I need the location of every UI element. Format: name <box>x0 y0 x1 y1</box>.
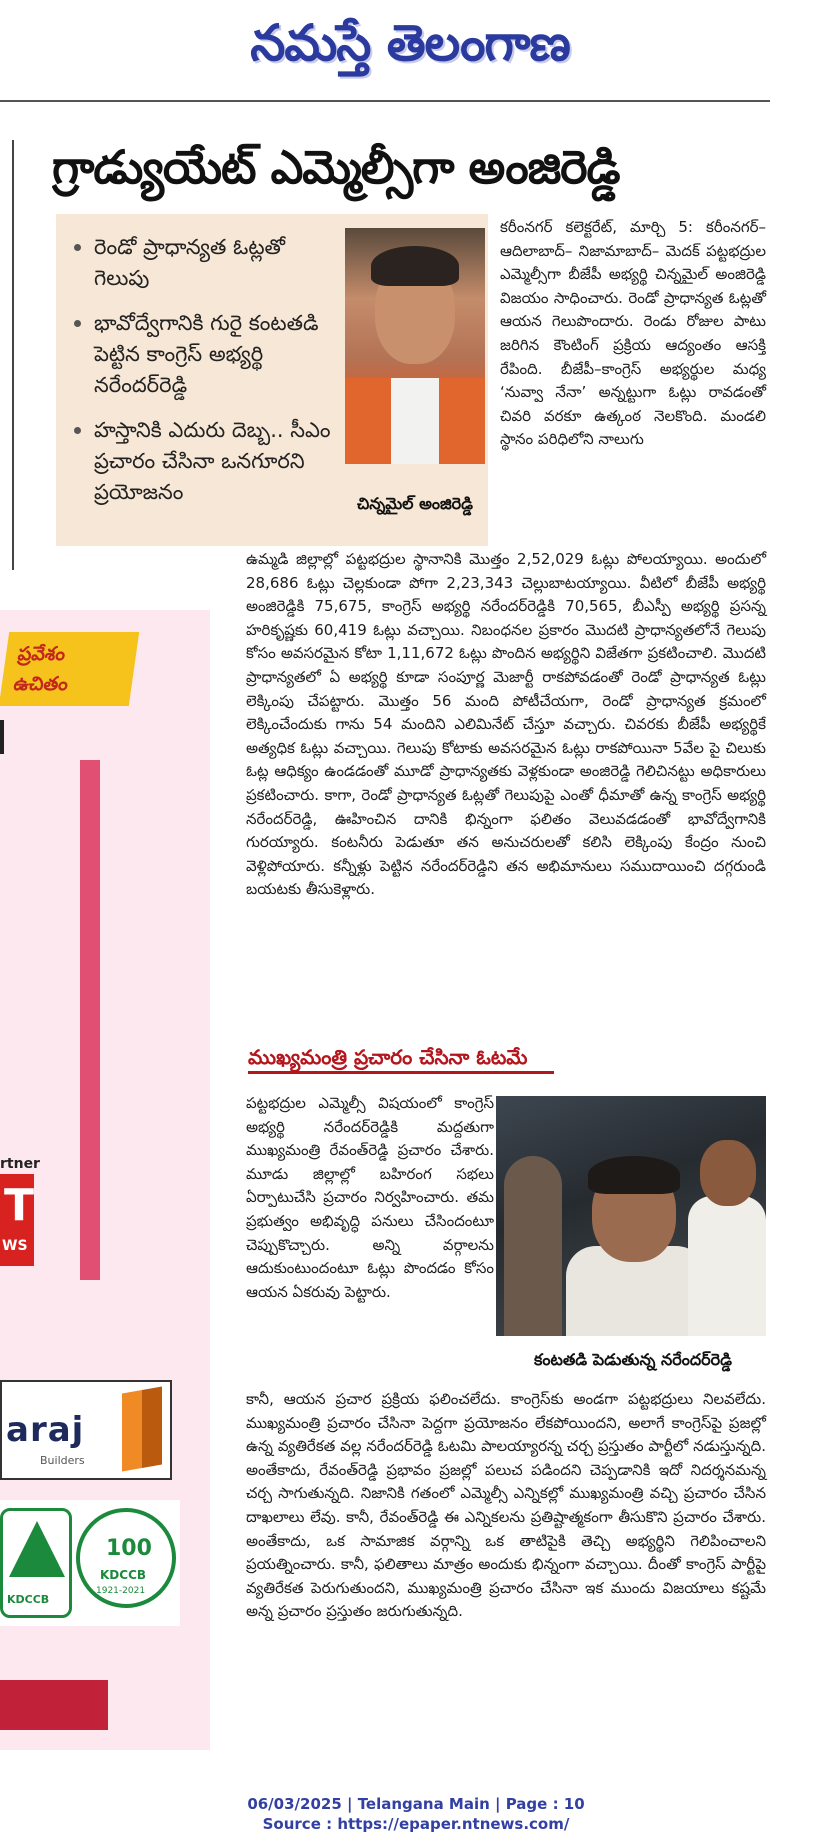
masthead-divider <box>0 100 770 102</box>
logo-sub: WS <box>2 1238 28 1254</box>
photo-person-hair <box>588 1156 680 1194</box>
kdccb-triangle-icon <box>9 1521 65 1577</box>
article-headline: గ్రాడ్యుయేట్ ఎమ్మెల్సీగా అంజిరెడ్డి <box>52 140 620 194</box>
kdccb-label: KDCCB <box>7 1593 50 1606</box>
kdccb-seal-label: KDCCB <box>100 1568 147 1582</box>
ad-color-bar <box>80 760 100 1280</box>
kdccb-years-range: 1921-2021 <box>96 1586 146 1596</box>
summary-list <box>72 232 340 522</box>
anjireddy-photo <box>345 228 485 464</box>
column-divider <box>12 140 14 570</box>
free-entry-tag <box>0 632 139 706</box>
photo-hair <box>371 246 459 286</box>
builders-name: araj <box>6 1410 85 1450</box>
photo1-caption: చిన్నమైల్ అంజిరెడ్డి <box>356 494 474 513</box>
photo-person-right-head <box>700 1140 756 1206</box>
promo-line-1: ప్రవేశం <box>16 643 67 665</box>
photo-person-right-body <box>688 1196 766 1336</box>
footer-source-link[interactable]: Source : https://epaper.ntnews.com/ <box>262 1815 570 1833</box>
footer-date-page: 06/03/2025 | Telangana Main | Page : 10 <box>247 1795 585 1813</box>
partner-label: rtner <box>0 1156 40 1172</box>
kdccb-years-number: 100 <box>106 1536 152 1561</box>
photo2-caption: కంటతడి పెడుతున్న నరేందర్‌రెడ్డి <box>534 1350 732 1369</box>
article-paragraph-4: కానీ, ఆయన ప్రచార ప్రక్రియ ఫలించలేదు. కాంగ్రెస్‌కు అండగా పట్టభద్రులు నిలవలేదు. ముఖ్యమంత్రి ప్రచారం చేసినా పెద్దగా ప్రయోజనం లేకపోయిందని, అలాగే కాంగ్రెస్‌పై ప్రజల్లో ఉన్న వ్యతిరేకత వల్ల నరేందర్‌రెడ్డి ఓటమి పాలయ్యారన్న చర్చ ప్రస్తుతం పార్టీలో నడుస్తున్నది. అంతేకాదు, రేవంత్‌రెడ్డి ప్రభావం ప్రజల్లో పలుచ పడిందని చెప్పడానికి ఇదో నిదర్శనమన్న చర్చ సాగుతున్నది. నిజానికి గతంలో ఎమ్మెల్సీ ఎన్నికల్లో ముఖ్యమంత్రి వచ్చి ప్రచారం చేసిన దాఖలాలు లేవు. కానీ, రేవంత్‌రెడ్డి ఈ ఎన్నికలను ప్రతిష్టాత్మకంగా తీసుకొని ప్రచారం చేశారు. అంతేకాదు, ఒక సామాజిక వర్గాన్ని ఒక తాటిపైకి తెచ్చి అభ్యర్థిని గెలిపించాలని ప్రయత్నించారు. కానీ, ఫలితాలు మాత్రం అందుకు భిన్నంగా వచ్చాయి. దీంతో కాంగ్రెస్ పార్టీపై వ్యతిరేకత పెరుగుతుందని, ముఖ్యమంత్రి ప్రచారం చేసినా ఇక ముందు విజయాలు కష్టమే అన్న ప్రచారం ప్రస్తుతం జరుగుతున్నది. <box>246 1390 766 1621</box>
summary-point: హస్తానికి ఎదురు దెబ్బ.. సీఎం ప్రచారం చేసినా ఒనగూరని ప్రయోజనం <box>72 415 340 508</box>
article-paragraph-3: పట్టభద్రుల ఎమ్మెల్సీ విషయంలో కాంగ్రెస్ అభ్యర్థి నరేందర్‌రెడ్డికి మద్దతుగా ముఖ్యమంత్రి రేవంత్‌రెడ్డి ప్రచారం చేశారు. మూడు జిల్లాల్లో బహిరంగ సభలు ఏర్పాటుచేసి ప్రచారం నిర్వహించారు. తమ ప్రభుత్వం అభివృద్ధి పనులు చేసిందంటూ చెప్పుకొచ్చారు. అన్ని వర్గాలను ఆదుకుంటుందంటూ ఓట్లు పొందడం కోసం ఆయన ఏకరువు పెట్టారు. <box>246 1094 494 1301</box>
promo-line-2: ఉచితం <box>12 673 70 695</box>
kdccb-centenary-seal <box>76 1508 176 1608</box>
narender-reddy-photo <box>496 1096 766 1336</box>
photo-person-left <box>504 1156 562 1336</box>
ad-divider <box>0 720 4 754</box>
builders-logo-icon <box>122 1386 162 1471</box>
ad-red-block <box>0 1680 108 1730</box>
builders-ad <box>0 1380 172 1480</box>
logo-letter: T <box>4 1180 35 1231</box>
article-paragraph-1: కరీంనగర్ కలెక్టరేట్, మార్చి 5: కరీంనగర్– ఆదిలాబాద్– నిజామాబాద్– మెదక్ పట్టభద్రుల ఎమ్మెల్సీగా బీజేపీ అభ్యర్థి చిన్నమైల్ అంజిరెడ్డి విజయం సాధించారు. రెండో ప్రాధాన్యత ఓట్లతో ఆయన గెలుపొందారు. రెండు రోజుల పాటు జరిగిన కౌంటింగ్ ప్రక్రియ ఆద్యంతం ఆసక్తి రేపింది. బీజేపీ–కాంగ్రెస్ అభ్యర్థుల మధ్య ‘నువ్వా నేనా’ అన్నట్టుగా ఓట్లు రావడంతో చివరి వరకూ ఉత్కంఠ నెలకొంది. మండలి స్థానం పరిధిలోని నాలుగు <box>500 218 766 449</box>
summary-point: భావోద్వేగానికి గురై కంటతడి పెట్టిన కాంగ్రెస్ అభ్యర్థి నరేందర్‌రెడ్డి <box>72 308 340 401</box>
article-subheading: ముఖ్యమంత్రి ప్రచారం చేసినా ఓటమే <box>248 1040 554 1074</box>
kdccb-logo <box>0 1508 72 1618</box>
summary-point: రెండో ప్రాధాన్యత ఓట్లతో గెలుపు <box>72 232 340 294</box>
ntnews-logo <box>0 1174 34 1266</box>
newspaper-title: నమస్తే తెలంగాణ <box>250 13 570 72</box>
kdccb-ad <box>0 1500 180 1626</box>
masthead <box>0 0 832 100</box>
photo-shirt <box>391 378 439 464</box>
page-footer <box>0 1794 832 1834</box>
builders-subtitle: Builders <box>40 1454 85 1467</box>
article-paragraph-2: ఉమ్మడి జిల్లాల్లో పట్టభద్రుల స్థానానికి మొత్తం 2,52,029 ఓట్లు పోలయ్యాయి. అందులో 28,686 ఓట్లు చెల్లకుండా పోగా 2,23,343 చెల్లుబాటయ్యాయి. వీటిలో బీజేపీ అభ్యర్థి అంజిరెడ్డికి 75,675, కాంగ్రెస్ అభ్యర్థి నరేందర్‌రెడ్డికి 70,565, బీఎస్పీ అభ్యర్థి ప్రసన్న హరికృష్ణకు 60,419 ఓట్లు వచ్చాయి. నిబంధనల ప్రకారం మొదటి ప్రాధాన్యతలోనే గెలుపు కోసం అవసరమైన కోటా 1,11,672 ఓట్లు పొందిన అభ్యర్థిని విజేతగా ప్రకటించాలి. మొదటి ప్రాధాన్యతలో ఏ అభ్యర్థి కూడా సంపూర్ణ మెజార్టీ రాకపోవడంతో రెండో ప్రాధాన్యత ఓట్లు లెక్కింపు చేపట్టారు. మొత్తం 56 మంది పోటీచేయగా, రెండో ప్రాధాన్యత క్రమంలో లెక్కించేందుకు గాను 54 మందిని ఎలిమినేట్ చేస్తూ వచ్చారు. చివరకు బీజేపీ అభ్యర్థికే అత్యధిక ఓట్లు వచ్చాయి. గెలుపు కోటాకు అవసరమైన ఓట్లు రాకపోయినా 5వేల పై చిలుకు ఓట్ల ఆధిక్యం ఉండడంతో మూడో ప్రాధాన్యతకు వెళ్లకుండా అంజిరెడ్డి గెలిచినట్టు అధికారులు ప్రకటించారు. కాగా, రెండో ప్రాధాన్యత ఓట్లతో గెలుపుపై ఎంతో ధీమాతో ఉన్న కాంగ్రెస్ అభ్యర్థి నరేందర్‌రెడ్డి, ఊహించిన దానికి భిన్నంగా ఫలితం వెలువడడంతో భావోద్వేగానికి గురయ్యారు. కంటనీరు పెడుతూ తన అనుచరులతో కలిసి లెక్కింపు కేంద్రం నుంచి వెళ్లిపోయారు. కన్నీళ్లు పెట్టిన నరేందర్‌రెడ్డిని తన అభిమానులు సముదాయించి దగ్గరుండి బయటకు తీసుకెళ్లారు. <box>246 550 766 899</box>
